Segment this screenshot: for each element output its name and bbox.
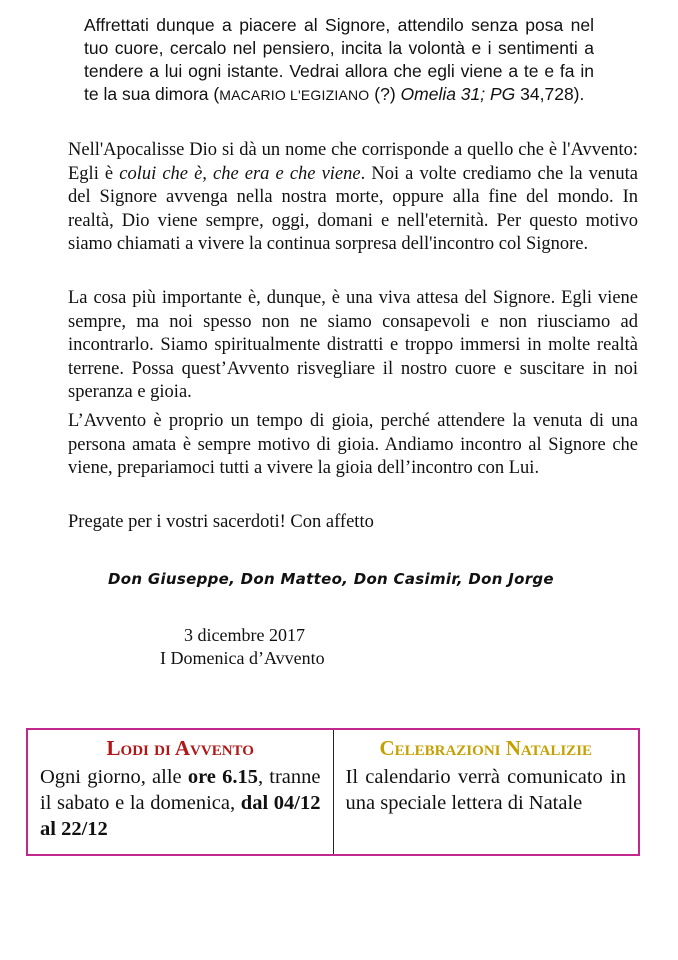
paragraph-preghiera: Pregate per i vostri sacerdoti! Con affetto bbox=[68, 512, 374, 532]
paragraph-apocalisse bbox=[68, 139, 638, 257]
quote-text: Affrettati dunque a piacere al Signore, attendilo senza posa nel tuo cuore, cercalo nel pensiero, incita la volontà e i sentimenti a tendere a lui ogni istante. Vedrai allora che egli viene a te e fa in te la sua dimora ( bbox=[84, 15, 594, 104]
lodi-text-part: , tranne il sabato e la domenica, bbox=[40, 766, 321, 814]
paragraph-emphasis: colui che è, che era e che viene bbox=[119, 163, 361, 184]
paragraph-gioia: L’Avvento è proprio un tempo di gioia, perché attendere la venuta di una persona amata è sempre motivo di gioia. Andiamo incontro al Signore che viene, prepariamoci tutti a vivere la gioia dell’incontro con Lui. bbox=[68, 411, 638, 478]
liturgical-day: I Domenica d’Avvento bbox=[160, 648, 325, 668]
quote-source: Omelia 31; PG bbox=[400, 84, 516, 104]
date-block bbox=[160, 624, 325, 670]
lodi-time: ore 6.15 bbox=[187, 766, 258, 788]
lodi-title: Lodi di Avvento bbox=[106, 736, 254, 760]
paragraph-attesa: La cosa più importante è, dunque, è una viva attesa del Signore. Egli viene sempre, ma noi spesso non ne siamo consapevoli e non riusciamo ad incontrarlo. Siamo spiritualmente distratti e troppo immersi in molte realtà terrene. Possa quest’Avvento risvegliare il nostro cuore e suscitare in noi speranza e gioia. bbox=[68, 288, 638, 402]
date: 3 dicembre 2017 bbox=[184, 625, 305, 645]
quote-author: MACARIO L'EGIZIANO bbox=[219, 87, 370, 103]
natale-text: Il calendario verrà comunicato in una speciale lettera di Natale bbox=[345, 766, 626, 814]
lodi-dates: dal 04/12 al 22/12 bbox=[40, 792, 321, 840]
paragraph-text: Nell'Apocalisse Dio si dà un nome che corrisponde a quello che è l'Avvento: Egli è bbox=[68, 140, 638, 184]
quote-mark: (?) bbox=[369, 84, 401, 104]
natale-title: Celebrazioni Natalizie bbox=[379, 736, 593, 760]
signature: Don Giuseppe, Don Matteo, Don Casimir, Don Jorge bbox=[108, 570, 554, 588]
paragraph-text: . Noi a volte crediamo che la venuta del Signore avvenga nella nostra morte, oppure alla fine del mondo. In realtà, Dio viene sempre, oggi, domani e nell'eternità. Per questo motivo siamo chiamati a vivere la continua sorpresa dell'incontro col Signore. bbox=[68, 163, 638, 254]
lodi-text-part: Ogni giorno, alle bbox=[40, 766, 188, 788]
lodi-column bbox=[28, 730, 333, 854]
info-box bbox=[26, 728, 640, 856]
quote-reference: 34,728). bbox=[515, 84, 585, 104]
quote-paragraph bbox=[84, 14, 594, 107]
lodi-text bbox=[40, 764, 321, 842]
natale-column bbox=[333, 730, 639, 854]
